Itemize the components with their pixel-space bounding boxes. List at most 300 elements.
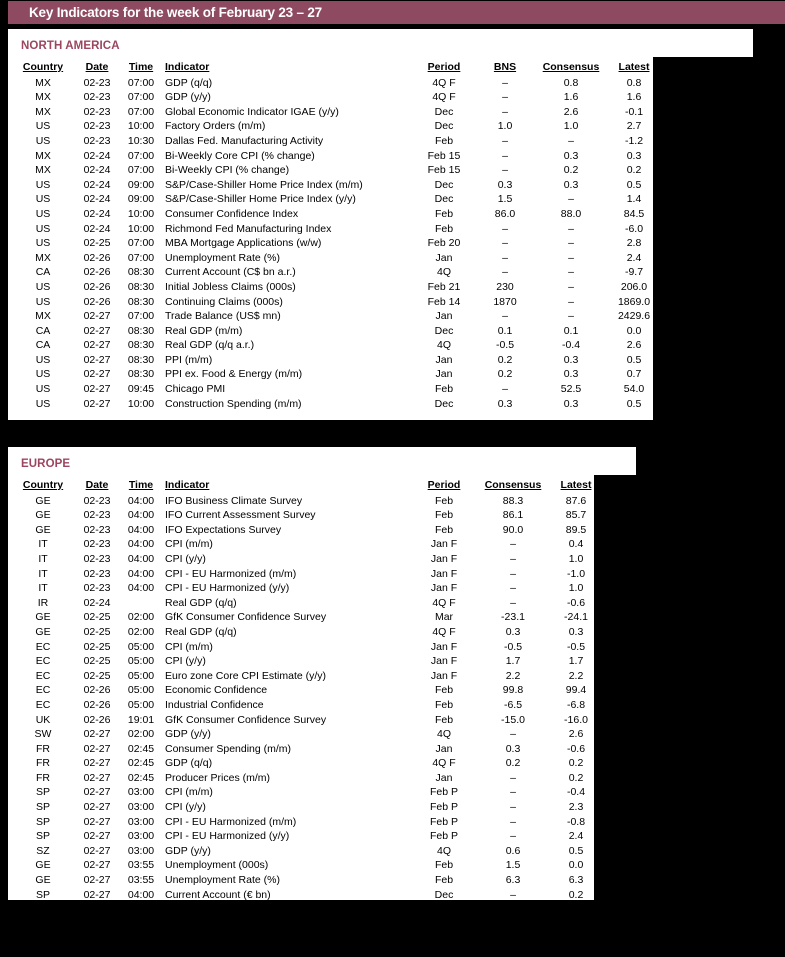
table-row [12, 163, 660, 178]
cell-latest: -9.7 [624, 266, 644, 279]
cell-time: 03:00 [127, 844, 155, 857]
cell-country: GE [35, 494, 51, 507]
cell-period: Feb P [429, 830, 458, 843]
table-row [12, 844, 602, 859]
cell-period: Dec [434, 397, 454, 410]
cell-country: CA [35, 324, 51, 337]
cell-country: SP [35, 815, 50, 828]
cell-period: Feb P [429, 801, 458, 814]
cell-consensus: 1.5 [505, 859, 521, 872]
cell-indicator: Consumer Spending (m/m) [165, 742, 292, 755]
cell-latest: 0.2 [568, 757, 584, 770]
cell-bns: -0.5 [495, 339, 515, 352]
cell-bns: 230 [496, 280, 514, 293]
section-label-north-america: NORTH AMERICA [21, 40, 120, 52]
cell-consensus: 0.3 [563, 353, 579, 366]
table-row [12, 338, 660, 353]
cell-date: 02-27 [83, 815, 111, 828]
cell-indicator: Unemployment (000s) [165, 859, 269, 872]
cell-latest: 2.2 [568, 669, 584, 682]
cell-period: Jan F [430, 669, 458, 682]
cell-bns: 1870 [493, 295, 517, 308]
column-header-bns [476, 60, 534, 76]
cell-time: 02:00 [127, 611, 155, 624]
cell-indicator: Factory Orders (m/m) [165, 120, 266, 133]
table-row [12, 105, 660, 120]
column-header-label: Country [22, 479, 64, 491]
cell-period: Dec [434, 120, 454, 133]
cell-date: 02-27 [83, 310, 111, 323]
table-header-row [12, 60, 660, 76]
cell-indicator: Trade Balance (US$ mn) [165, 310, 281, 323]
cell-period: 4Q F [432, 596, 456, 609]
cell-consensus: 99.8 [502, 684, 524, 697]
cell-indicator: Chicago PMI [165, 383, 226, 396]
cell-latest: 206.0 [620, 280, 648, 293]
table-row [12, 698, 602, 713]
table-row [12, 508, 602, 523]
cell-consensus: 0.2 [505, 757, 521, 770]
cell-indicator: Initial Jobless Claims (000s) [165, 280, 296, 293]
cell-consensus: – [510, 888, 516, 901]
cell-date: 02-24 [83, 178, 111, 191]
cell-period: Jan [435, 353, 453, 366]
cell-date: 02-26 [83, 684, 111, 697]
cell-date: 02-25 [83, 611, 111, 624]
cell-indicator: GfK Consumer Confidence Survey [165, 713, 327, 726]
cell-period: Feb 15 [427, 149, 461, 162]
table-row [12, 222, 660, 237]
cell-consensus: 0.3 [505, 742, 521, 755]
cell-country: US [35, 397, 51, 410]
cell-indicator: CPI (m/m) [165, 640, 213, 653]
cell-date: 02-27 [83, 397, 111, 410]
cell-bns: 0.1 [497, 324, 513, 337]
section-header-north-america [8, 29, 753, 57]
cell-time: 10:00 [127, 397, 155, 410]
cell-date: 02-26 [83, 713, 111, 726]
cell-date: 02-27 [83, 757, 111, 770]
cell-country: MX [35, 164, 51, 177]
cell-date: 02-27 [83, 903, 111, 916]
table-row [12, 119, 660, 134]
cell-bns: 1.0 [497, 120, 513, 133]
cell-consensus: 88.0 [560, 207, 582, 220]
cell-latest: 2.4 [568, 830, 584, 843]
cell-country: CA [35, 339, 51, 352]
cell-country: GE [35, 874, 51, 887]
cell-latest: 1.0 [568, 582, 584, 595]
cell-period: Dec [434, 324, 454, 337]
column-header-label: Date [85, 479, 109, 491]
table-row [12, 90, 660, 105]
column-header-label: Country [22, 61, 64, 73]
cell-period: Feb 14 [427, 295, 461, 308]
cell-latest: -0.1 [624, 105, 644, 118]
column-header-label: Latest [560, 479, 592, 491]
cell-country: US [35, 222, 51, 235]
cell-country: US [35, 295, 51, 308]
cell-date: 02-23 [83, 538, 111, 551]
column-header-label: Consensus [484, 479, 542, 491]
table-row [12, 683, 602, 698]
cell-date: 02-27 [83, 742, 111, 755]
cell-date: 02-25 [83, 625, 111, 638]
cell-period: 4Q F [432, 625, 456, 638]
cell-period: 4Q [436, 339, 451, 352]
cell-time: 07:00 [127, 237, 155, 250]
cell-date: 02-26 [83, 251, 111, 264]
cell-consensus: – [510, 728, 516, 741]
cell-country: IR [37, 596, 49, 609]
cell-time: 04:00 [127, 509, 155, 522]
cell-country: US [35, 237, 51, 250]
table-row [12, 251, 660, 266]
column-header-consensus [534, 60, 608, 76]
table-row [12, 902, 602, 917]
cell-latest: 87.6 [565, 494, 587, 507]
section-header-europe [8, 447, 636, 475]
cell-bns: – [502, 149, 508, 162]
cell-consensus: 0.3 [563, 149, 579, 162]
table-row [12, 873, 602, 888]
cell-period: 4Q F [432, 76, 456, 89]
cell-time: 08:30 [127, 266, 155, 279]
cell-time: 05:00 [127, 669, 155, 682]
cell-indicator: CPI - EU Harmonized (m/m) [165, 815, 297, 828]
cell-bns: – [502, 134, 508, 147]
cell-time: 10:00 [127, 120, 155, 133]
cell-indicator: CPI - EU Harmonized (y/y) [165, 582, 290, 595]
cell-latest: 0.2 [626, 164, 642, 177]
cell-consensus: -15.0 [501, 713, 525, 726]
column-header-label: Time [128, 61, 154, 73]
cell-indicator: CPI (y/y) [165, 801, 206, 814]
column-header-date [74, 478, 120, 494]
cell-latest: 0.4 [568, 538, 584, 551]
cell-date: 02-23 [83, 120, 111, 133]
cell-country: GE [35, 611, 51, 624]
cell-consensus: 86.1 [502, 509, 524, 522]
cell-time: 02:45 [127, 757, 155, 770]
cell-time: 04:00 [127, 888, 155, 901]
cell-consensus: – [568, 193, 574, 206]
cell-latest: 1.4 [626, 193, 642, 206]
cell-consensus: 0.3 [563, 397, 579, 410]
cell-bns: – [502, 266, 508, 279]
cell-country: EC [35, 684, 51, 697]
cell-consensus: 0.3 [563, 178, 579, 191]
cell-period: Dec [434, 888, 454, 901]
cell-latest: -1.0 [566, 567, 586, 580]
cell-period: Dec [434, 105, 454, 118]
cell-period: Feb 21 [427, 280, 461, 293]
cell-bns: 86.0 [494, 207, 516, 220]
indicator-table-europe [12, 478, 602, 931]
cell-time [120, 917, 162, 932]
table-row [12, 353, 660, 368]
table-row [12, 178, 660, 193]
cell-date: 02-24 [83, 149, 111, 162]
cell-indicator: PPI (m/m) [165, 353, 213, 366]
cell-time: 07:00 [127, 76, 155, 89]
cell-indicator: GDP (y/y) [165, 844, 211, 857]
cell-country: SW [34, 728, 52, 741]
cell-indicator: GDP (q/q) [165, 757, 213, 770]
cell-time: 08:30 [127, 353, 155, 366]
cell-date: 02-24 [83, 222, 111, 235]
cell-latest: -1.2 [624, 134, 644, 147]
cell-period: 4Q [436, 844, 451, 857]
cell-indicator: Real GDP (q/q) [165, 625, 237, 638]
cell-time: 07:00 [127, 91, 155, 104]
cell-bns: – [502, 251, 508, 264]
cell-indicator: GDP (q/q) [165, 76, 213, 89]
cell-time: 02:00 [127, 728, 155, 741]
cell-country: US [35, 120, 51, 133]
column-header-latest [608, 60, 660, 76]
cell-date: 02-23 [83, 523, 111, 536]
cell-consensus: – [510, 567, 516, 580]
cell-bns: 0.3 [497, 397, 513, 410]
cell-indicator: Richmond Fed Manufacturing Index [165, 222, 332, 235]
table-row [12, 771, 602, 786]
cell-date: 02-26 [83, 698, 111, 711]
cell-latest: 0.8 [568, 917, 584, 930]
table-row [12, 134, 660, 149]
cell-time: 07:00 [127, 310, 155, 323]
cell-date: 02-27 [83, 917, 111, 930]
cell-time: 10:00 [127, 207, 155, 220]
cell-country: US [35, 134, 51, 147]
cell-country: EC [35, 640, 51, 653]
cell-period: Jan F [430, 567, 458, 580]
cell-latest: 1.0 [568, 552, 584, 565]
column-header-time [120, 60, 162, 76]
cell-consensus: 0.1 [563, 324, 579, 337]
cell-period: Feb [434, 859, 454, 872]
cell-period: 4Q F [432, 757, 456, 770]
cell-time: 08:30 [127, 324, 155, 337]
cell-consensus: – [510, 538, 516, 551]
table-row [12, 610, 602, 625]
cell-latest: 0.7 [626, 368, 642, 381]
cell-time: 03:00 [127, 815, 155, 828]
cell-period: Feb [434, 523, 454, 536]
cell-country: MX [35, 76, 51, 89]
column-header-label: Time [128, 479, 154, 491]
cell-country: MX [35, 105, 51, 118]
cell-latest: 0.0 [568, 859, 584, 872]
cell-country: EC [35, 669, 51, 682]
cell-period: Feb [434, 134, 454, 147]
cell-time: 08:30 [127, 368, 155, 381]
table-row [12, 309, 660, 324]
cell-time: 04:00 [127, 523, 155, 536]
cell-date: 02-27 [83, 888, 111, 901]
cell-indicator: Current Account (C$ bn a.r.) [165, 266, 296, 279]
cell-indicator: Construction Spending (m/m) [165, 397, 302, 410]
cell-country: US [35, 383, 51, 396]
section-label-europe: EUROPE [21, 458, 71, 470]
cell-consensus: -0.4 [561, 339, 581, 352]
cell-time: 05:00 [127, 640, 155, 653]
cell-country: CA [35, 266, 51, 279]
cell-period: Jan F [430, 582, 458, 595]
table-row [12, 727, 602, 742]
table-header-north-america [12, 60, 660, 76]
table-row [12, 888, 602, 903]
cell-indicator: Real GDP (q/q) [165, 903, 237, 916]
cell-indicator: Current Account (€ bn) [165, 888, 271, 901]
cell-consensus: – [510, 552, 516, 565]
cell-period: Feb P [429, 815, 458, 828]
cell-date: 02-24 [83, 193, 111, 206]
cell-date: 02-23 [83, 76, 111, 89]
cell-consensus: 52.5 [560, 383, 582, 396]
cell-indicator: IFO Current Assessment Survey [165, 509, 316, 522]
cell-country: MX [35, 251, 51, 264]
cell-country: US [35, 368, 51, 381]
table-row [12, 280, 660, 295]
page-title-bar [8, 1, 785, 24]
cell-consensus: 90.0 [502, 523, 524, 536]
cell-time: 19:01 [127, 713, 155, 726]
cell-period: 4Q [436, 728, 451, 741]
table-body-north-america [12, 76, 660, 412]
cell-country: MX [35, 91, 51, 104]
cell-date: 02-23 [83, 494, 111, 507]
cell-latest: -0.8 [566, 815, 586, 828]
table-row [12, 149, 660, 164]
cell-indicator: PPI ex. Food & Energy (m/m) [165, 368, 303, 381]
cell-date: 02-27 [83, 801, 111, 814]
table-row [12, 742, 602, 757]
cell-consensus: 0.6 [505, 844, 521, 857]
cell-country: US [35, 178, 51, 191]
cell-country: PO [35, 903, 51, 916]
cell-latest: 0.5 [626, 353, 642, 366]
cell-date: 02-23 [83, 552, 111, 565]
cell-latest: 2.3 [568, 801, 584, 814]
cell-period: Mar [434, 611, 454, 624]
cell-time: 05:00 [127, 684, 155, 697]
table-card-north-america [8, 57, 653, 420]
cell-country: IT [38, 538, 48, 551]
column-header-country [12, 60, 74, 76]
cell-country: GE [35, 625, 51, 638]
cell-time: 02:00 [127, 625, 155, 638]
cell-date: 02-23 [83, 567, 111, 580]
cell-indicator: GDP (y/y) [165, 728, 211, 741]
cell-consensus: – [510, 815, 516, 828]
cell-period: Jan F [430, 552, 458, 565]
cell-indicator: CPI (y/y) [165, 655, 206, 668]
cell-latest: 0.2 [568, 888, 584, 901]
cell-time: 07:00 [127, 149, 155, 162]
cell-date: 02-24 [83, 207, 111, 220]
cell-date: 02-27 [83, 830, 111, 843]
cell-date: 02-26 [83, 280, 111, 293]
cell-indicator: Real GDP (q/q a.r.) [165, 339, 255, 352]
cell-period: 4Q F [432, 903, 456, 916]
cell-period: Jan [435, 742, 453, 755]
column-header-indicator [162, 60, 412, 76]
cell-period: Jan [435, 368, 453, 381]
cell-time: 08:30 [127, 280, 155, 293]
table-row [12, 713, 602, 728]
cell-date: 02-27 [83, 324, 111, 337]
cell-indicator: Industrial Confidence [165, 698, 264, 711]
table-row [12, 552, 602, 567]
cell-period: Dec [434, 193, 454, 206]
table-row [12, 581, 602, 596]
cell-time: 09:00 [127, 193, 155, 206]
cell-latest: 0.3 [568, 625, 584, 638]
table-row [12, 829, 602, 844]
cell-indicator: CPI - EU Harmonized (m/m) [165, 567, 297, 580]
cell-indicator: Consumer Confidence Index [165, 207, 299, 220]
cell-consensus: – [568, 237, 574, 250]
cell-time: 04:00 [127, 494, 155, 507]
table-row [12, 192, 660, 207]
cell-latest: 84.5 [623, 207, 645, 220]
cell-latest: 2429.6 [617, 310, 651, 323]
cell-date: 02-25 [83, 669, 111, 682]
cell-latest: 85.7 [565, 509, 587, 522]
cell-consensus: – [568, 310, 574, 323]
cell-country: SP [35, 786, 50, 799]
cell-period: Feb [434, 509, 454, 522]
cell-time: 10:00 [127, 222, 155, 235]
cell-country: GE [35, 917, 51, 930]
table-row [12, 596, 602, 611]
cell-latest: -16.0 [564, 713, 588, 726]
cell-date: 02-23 [83, 105, 111, 118]
cell-consensus: 88.3 [502, 494, 524, 507]
column-header-label: Period [427, 61, 461, 73]
cell-date: 02-27 [83, 771, 111, 784]
cell-time [120, 596, 162, 611]
cell-period: Feb 20 [427, 237, 461, 250]
table-row [12, 669, 602, 684]
cell-indicator: Economic Confidence [165, 684, 268, 697]
cell-consensus: -23.1 [501, 611, 525, 624]
cell-latest: 1869.0 [617, 295, 651, 308]
cell-consensus: 0.8 [563, 76, 579, 89]
cell-indicator: S&P/Case-Shiller Home Price Index (y/y) [165, 193, 356, 206]
column-header-label: Indicator [165, 61, 210, 73]
indicator-table-north-america [12, 60, 660, 411]
cell-time: 08:30 [127, 339, 155, 352]
table-row [12, 640, 602, 655]
cell-consensus: 2.2 [505, 669, 521, 682]
cell-time: 10:30 [127, 134, 155, 147]
cell-date: 02-27 [83, 859, 111, 872]
cell-indicator: Producer Prices (m/m) [165, 771, 271, 784]
cell-indicator: Real GDP (q/q) [165, 596, 237, 609]
cell-country: FR [36, 771, 50, 784]
cell-latest: 0.5 [626, 178, 642, 191]
table-row [12, 785, 602, 800]
cell-consensus: – [568, 251, 574, 264]
table-card-europe [8, 475, 594, 930]
cell-date: 02-23 [83, 582, 111, 595]
cell-indicator: IFO Business Climate Survey [165, 494, 303, 507]
cell-country: SP [35, 830, 50, 843]
cell-time: 02:45 [127, 771, 155, 784]
cell-period: Feb P [429, 786, 458, 799]
